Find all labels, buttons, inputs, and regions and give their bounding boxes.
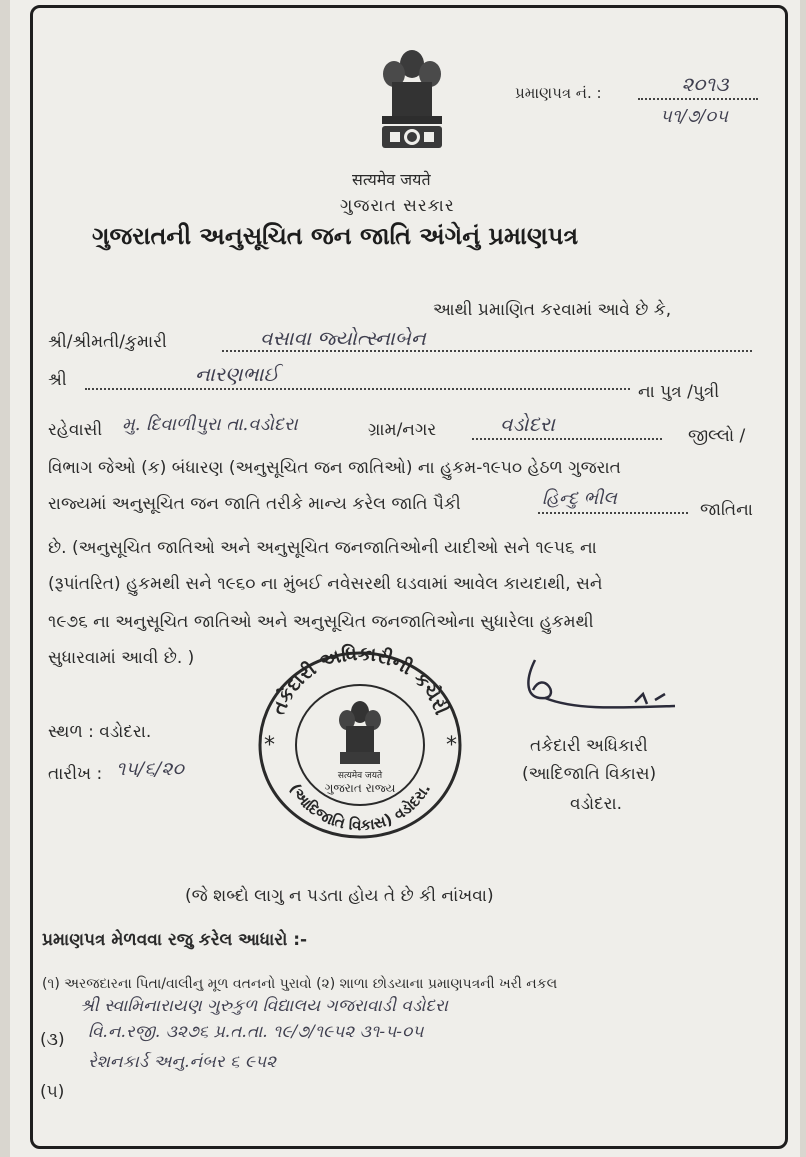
cert-no-line [638,98,758,100]
certificate-page [10,0,800,1157]
evidence-hand-4: રેશનકાર્ડ અનુ.નંબર ૬ ૯૫૨ [88,1052,277,1072]
name-label: શ્રી/શ્રીમતી/કુમારી [48,332,167,352]
para-line-6: સુધારવામાં આવી છે. ) [48,648,195,668]
date-value: ૧૫/૬/૨૦ [116,758,184,780]
date-label: તારીખ : [48,764,103,784]
officer-title: તકેદારી અધિકારી [530,736,648,756]
cert-no-label: પ્રમાણપત્ર નં. : [515,84,602,102]
village-value: વડોદરા [500,412,555,436]
place-label: સ્થળ : વડોદરા. [48,722,152,742]
father-value: નારણભાઈ [195,362,279,386]
resident-label: રહેવાસી [48,420,103,440]
page-title: ગુજરાતની અનુસૂચિત જન જાતિ અંગેનું પ્રમાણપત્ર [92,222,579,250]
ashoka-emblem-icon [370,42,454,162]
officer-signature [515,650,685,725]
son-daughter-label: ના પુત્ર /પુત્રી [638,382,720,402]
cert-no-value: ૨૦૧૩ [681,72,729,96]
cert-no-ref: ૫૧/૭/૦૫ [660,106,728,127]
para-line-2-end: જાતિના [700,500,753,520]
para-line-1: વિભાગ જેઓ (ક) બંધારણ (અનુસૂચિત જન જાતિઓ) ના હુકમ-૧૯૫૦ હેઠળ ગુજરાત [48,458,621,478]
father-label: શ્રી [48,370,67,390]
motto: सत्यमेव जयते [352,170,431,189]
evidence-num-3: (૩) [40,1030,65,1050]
name-line [222,350,752,352]
svg-text:*: * [446,733,457,758]
stamp-bottom-text: (આદિજાતિ વિકાસ) વડોદરા. [285,780,435,835]
office-stamp [250,640,470,840]
strike-note: (જે શબ્દો લાગુ ન પડતા હોય તે છે કી નાંખવા) [185,886,494,906]
caste-value: હિન્દુ ભીલ [542,488,617,509]
para-line-5: ૧૯૭૬ ના અનુસૂચિત જાતિઓ અને અનુસૂચિત જનજાતિઓના સુધારેલા હુકમથી [48,612,594,632]
evidence-num-5: (૫) [40,1082,65,1102]
evidence-line-1: (૧) અરજદારના પિતા/વાલીનુ મૂળ વતનનો પુરાવો (૨) શાળા છોડયાના પ્રમાણપત્રની ખરી નકલ [42,976,558,992]
para-line-2-start: રાજ્યમાં અનુસૂચિત જન જાતિ તરીકે માન્ય કરેલ જાતિ પૈકી [48,494,461,514]
para-line-4: (રૂપાંતરિત) હુકમથી સને ૧૯૬૦ ના મુંબઈ નવેસરથી ઘડવામાં આવેલ કાયદાથી, સને [48,574,603,594]
government-name: ગુજરાત સરકાર [340,196,455,216]
district-label: જીલ્લો / [688,426,746,446]
para-line-3: છે. (અનુસૂચિત જાતિઓ અને અનુસૂચિત જનજાતિઓની યાદીઓ સને ૧૯૫૬ ના [48,538,597,558]
stamp-emblem-icon [339,701,381,764]
caste-line [538,512,688,514]
officer-city: વડોદરા. [570,794,623,814]
evidence-hand-1: શ્રી સ્વામિનારાયણ ગુરુકુળ વિદ્યાલય ગજરાવાડી વડોદરા [80,996,448,1016]
stamp-top-text: તકેદારી અધિકારીની કચેરી [267,642,453,718]
village-label: ગ્રામ/નગર [368,420,437,440]
evidence-heading: પ્રમાણપત્ર મેળવવા રજુ કરેલ આધારો :- [42,930,308,950]
stamp-center-motto: सत्यमेव जयते [337,771,383,781]
svg-text:*: * [264,733,275,758]
resident-value: મુ. દિવાળીપુરા તા.વડોદરા [122,414,298,435]
officer-department: (આદિજાતિ વિકાસ) [522,764,657,784]
village-line [472,438,662,440]
stamp-center-state: ગુજરાત રાજ્ય [324,781,396,795]
intro-text: આથી પ્રમાણિત કરવામાં આવે છે કે, [433,300,672,320]
evidence-hand-3: વિ.ન.રજી. ૩૨૭૬ પ્ર.ત.તા. ૧૯/૭/૧૯૫૨ ૩૧-૫-૦૫ [88,1022,424,1042]
name-value: વસાવા જ્યોત્સ્નાબેન [260,326,426,350]
father-line [85,388,630,390]
